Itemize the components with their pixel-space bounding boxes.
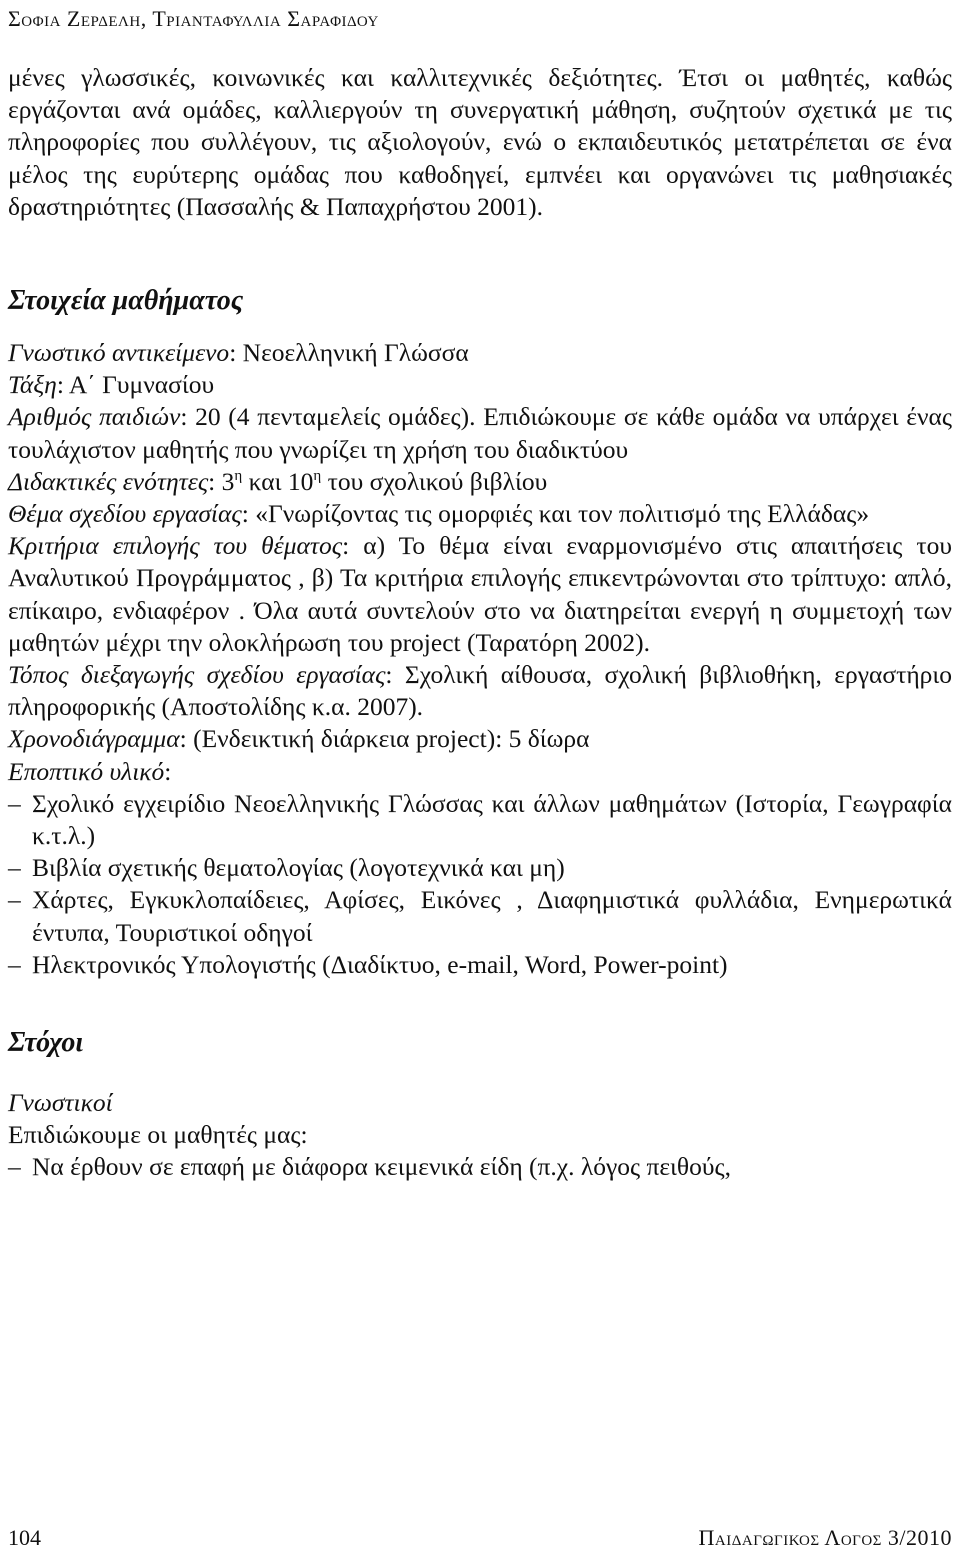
subject-label: Γνωστικό αντικείμενο <box>8 338 230 368</box>
list-item-text: Ηλεκτρονικός Υπολογιστής (Διαδίκτυο, e-mail, Word, Power-point) <box>32 949 728 979</box>
units-label: Διδακτικές ενότητες <box>8 466 209 496</box>
running-head: Σοφια Ζερδελη, Τριανταφυλλια Σαραφιδου <box>8 6 379 31</box>
list-item <box>8 949 952 981</box>
topic-label: Θέμα σχεδίου εργασίας <box>8 499 242 529</box>
list-item <box>8 1151 952 1183</box>
pupils-label: Αριθμός παιδιών <box>8 402 181 432</box>
units-prefix: : 3 <box>208 466 235 496</box>
schedule-value: : (Ενδεικτική διάρκεια project): 5 δίωρα <box>179 724 590 754</box>
materials-line <box>8 756 952 788</box>
topic-line <box>8 498 952 530</box>
class-value: : Α΄ Γυμνασίου <box>56 370 215 400</box>
list-item-text: Χάρτες, Εγκυκλοπαίδειες, Αφίσες, Εικόνες , Διαφημιστικά φυλλάδια, Ενημερωτικά έντυπα, Τουριστικοί οδηγοί <box>32 885 952 947</box>
pupils-line <box>8 401 952 465</box>
units-line <box>8 466 952 498</box>
intro-paragraph: μένες γλωσσικές, κοινωνικές και καλλιτεχνικές δεξιότητες. Έτσι οι μαθητές, καθώς εργάζονται ανά ομάδες, καλλιεργούν τη συνεργατική μάθηση, συζητούν σχετικά με τις πληροφορίες που συλλέγουν, τις αξιολογούν, ενώ ο εκπαιδευτικός μετατρέπεται σε ένα μέλος της ευρύτερης ομάδας που καθοδηγεί, εμπνέει και οργανώνει τις μαθησιακές δραστηριότητες (Πασσαλής & Παπαχρήστου 2001). <box>8 63 952 221</box>
place-label: Τόπος διεξαγωγής σχεδίου εργασίας <box>8 660 386 690</box>
criteria-value: : α) Το θέμα είναι εναρμονισμένο στις απαιτήσεις του Αναλυτικού Προγράμματος , β) Τα κριτήρια επιλογής επικεντρώνονται στο τρίπτυχο: απλό, επίκαιρο, ενδιαφέρον . Όλα αυτά συντελούν στο να διατηρείται ενεργή η συμμετοχή των μαθητών μέχρι την ολοκλήρωση του project (Ταρατόρη 2002). <box>8 531 952 657</box>
units-mid: και 10 <box>242 466 314 496</box>
materials-label: Εποπτικό υλικό <box>8 756 165 786</box>
list-item <box>8 788 952 852</box>
schedule-line <box>8 723 952 755</box>
materials-colon: : <box>164 756 172 786</box>
place-paragraph <box>8 659 952 723</box>
article-body <box>8 62 952 1184</box>
criteria-label: Κριτήρια επιλογής του θέματος <box>8 531 343 561</box>
objectives-lead: Επιδιώκουμε οι μαθητές μας: <box>8 1120 308 1150</box>
list-item-text: Σχολικό εγχειρίδιο Νεοελληνικής Γλώσσας και άλλων μαθημάτων (Ιστορία, Γεωγραφία κ.τ.λ.) <box>32 788 952 851</box>
units-superscript-2: η <box>313 467 322 484</box>
class-label: Τάξη <box>8 370 57 400</box>
class-line <box>8 369 952 401</box>
list-item-text: Βιβλία σχετικής θεματολογίας (λογοτεχνικά και μη) <box>32 853 565 883</box>
page-footer <box>8 1520 952 1556</box>
objectives-list <box>8 1151 952 1183</box>
units-suffix: του σχολικού βιβλίου <box>321 466 548 496</box>
criteria-paragraph <box>8 530 952 659</box>
materials-list <box>8 788 952 981</box>
pupils-value: : 20 (4 πενταμελείς ομάδες). Επιδιώκουμε σε κάθε ομάδα να υπάρχει ένας τουλάχιστον μαθητής που γνωρίζει τη χρήση του διαδικτύου <box>8 402 952 464</box>
lesson-details-heading: Στοιχεία μαθήματος <box>8 285 244 317</box>
dash-bullet: – <box>8 853 21 883</box>
dash-bullet: – <box>8 885 21 915</box>
page-number: 104 <box>8 1525 41 1550</box>
units-superscript-1: η <box>234 467 243 484</box>
dash-bullet: – <box>8 1152 21 1182</box>
cognitive-subheading: Γνωστικοί <box>8 1088 113 1118</box>
objectives-heading: Στόχοι <box>8 1027 84 1059</box>
list-item-text: Να έρθουν σε επαφή με διάφορα κειμενικά είδη (π.χ. λόγος πειθούς, <box>32 1152 731 1182</box>
place-value: : Σχολική αίθουσα, σχολική βιβλιοθήκη, εργαστήριο πληροφορικής (Αποστολίδης κ.α. 2007). <box>8 660 953 722</box>
schedule-label: Χρονοδιάγραμμα <box>8 724 180 754</box>
subject-line <box>8 337 952 369</box>
journal-name: Παιδαγωγικος Λογος 3/2010 <box>698 1525 952 1550</box>
subject-value: : Νεοελληνική Γλώσσα <box>229 338 469 368</box>
list-item <box>8 884 952 948</box>
dash-bullet: – <box>8 788 21 818</box>
topic-value: : «Γνωρίζοντας τις ομορφιές και τον πολιτισμό της Ελλάδας» <box>241 499 870 529</box>
list-item <box>8 852 952 884</box>
dash-bullet: – <box>8 949 21 979</box>
